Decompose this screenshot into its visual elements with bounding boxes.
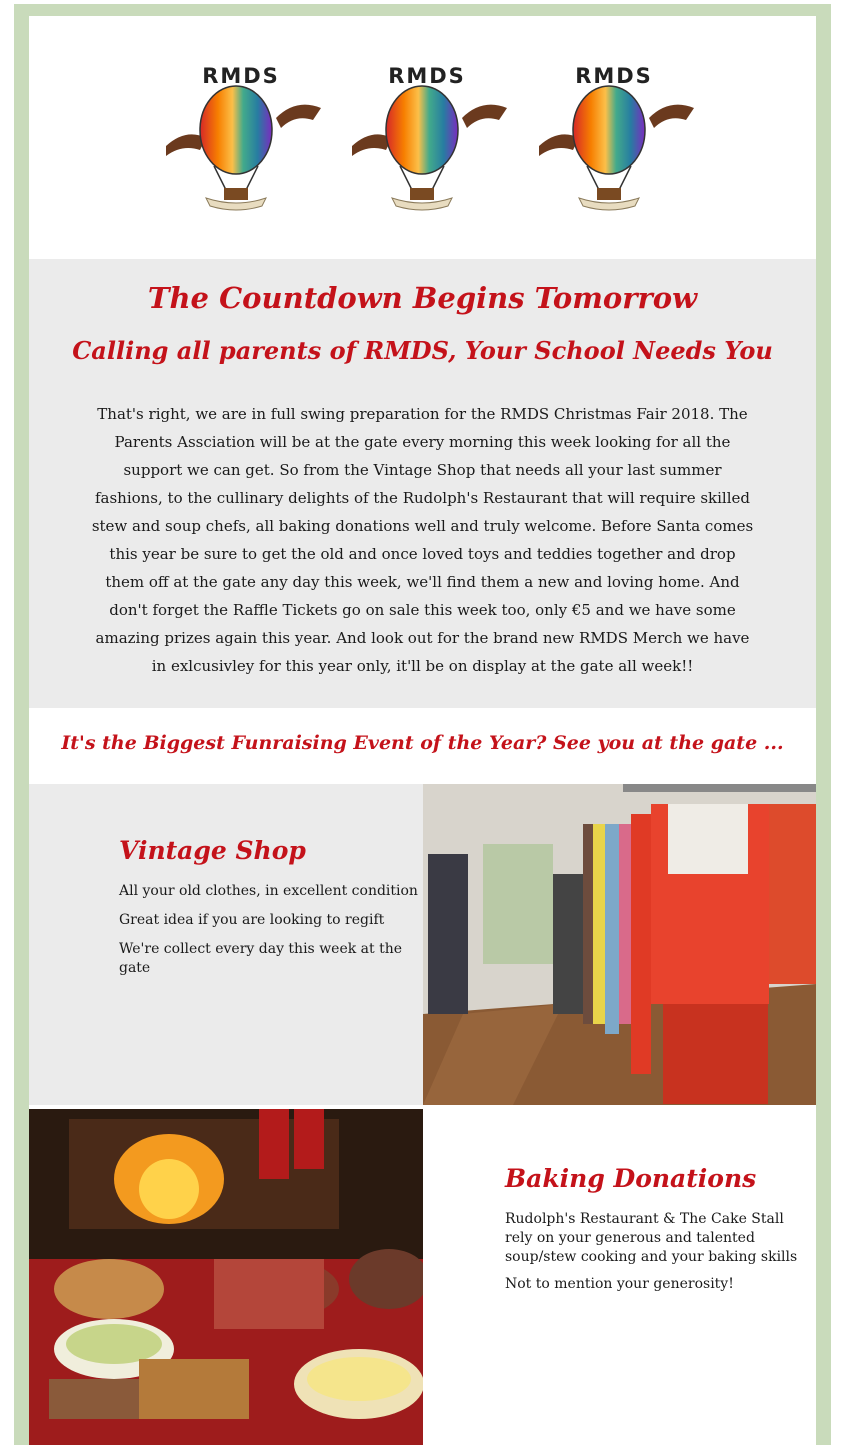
vintage-line: Great idea if you are looking to regift bbox=[119, 912, 385, 928]
christmas-food-photo bbox=[29, 1109, 423, 1445]
logo-strip bbox=[29, 16, 816, 259]
rmds-logo bbox=[342, 58, 512, 213]
intro-section bbox=[29, 259, 816, 708]
email-body bbox=[29, 16, 816, 1445]
logo-text: RMDS bbox=[202, 64, 280, 88]
vintage-shop-photo bbox=[423, 784, 816, 1105]
rmds-logo bbox=[529, 58, 699, 213]
baking-title: Baking Donations bbox=[505, 1164, 757, 1193]
baking-paragraph: Not to mention your generosity! bbox=[505, 1276, 734, 1292]
vintage-text-panel bbox=[29, 784, 423, 1105]
baking-row bbox=[29, 1109, 816, 1445]
rmds-logo bbox=[156, 58, 326, 213]
logo-text: RMDS bbox=[575, 64, 653, 88]
vintage-line: All your old clothes, in excellent condition bbox=[119, 883, 418, 899]
email-frame bbox=[14, 4, 831, 1445]
logo-text: RMDS bbox=[388, 64, 466, 88]
baking-text-panel bbox=[423, 1109, 816, 1445]
page-subtitle: Calling all parents of RMDS, Your School Needs You bbox=[72, 336, 773, 365]
baking-paragraph: Rudolph's Restaurant & The Cake Stall rely on your generous and talented soup/stew cooking and your baking skills bbox=[505, 1211, 798, 1265]
page-title: The Countdown Begins Tomorrow bbox=[147, 281, 698, 315]
vintage-row bbox=[29, 784, 816, 1105]
vintage-title: Vintage Shop bbox=[119, 836, 306, 865]
intro-paragraph: That's right, we are in full swing preparation for the RMDS Christmas Fair 2018. The Parents Assciation will be at the gate every morning this week looking for all the support we can get. So from the Vintage Shop that needs all your last summer fashions, to the cullinary delights of the Rudolph's Restaurant that will require skilled stew and soup chefs, all baking donations well and truly welcome. Before Santa comes this year be sure to get the old and once loved toys and teddies together and drop them off at the gate any day this week, we'll find them a new and loving home. And don't forget the Raffle Tickets go on sale this week too, only €5 and we have some amazing prizes again this year. And look out for the brand new RMDS Merch we have in exlcusivley for this year only, it'll be on display at the gate all week!! bbox=[91, 405, 754, 675]
event-banner bbox=[29, 708, 816, 784]
vintage-line: We're collect every day this week at the gate bbox=[119, 941, 403, 976]
banner-text: It's the Biggest Funraising Event of the Year? See you at the gate ... bbox=[61, 732, 784, 754]
